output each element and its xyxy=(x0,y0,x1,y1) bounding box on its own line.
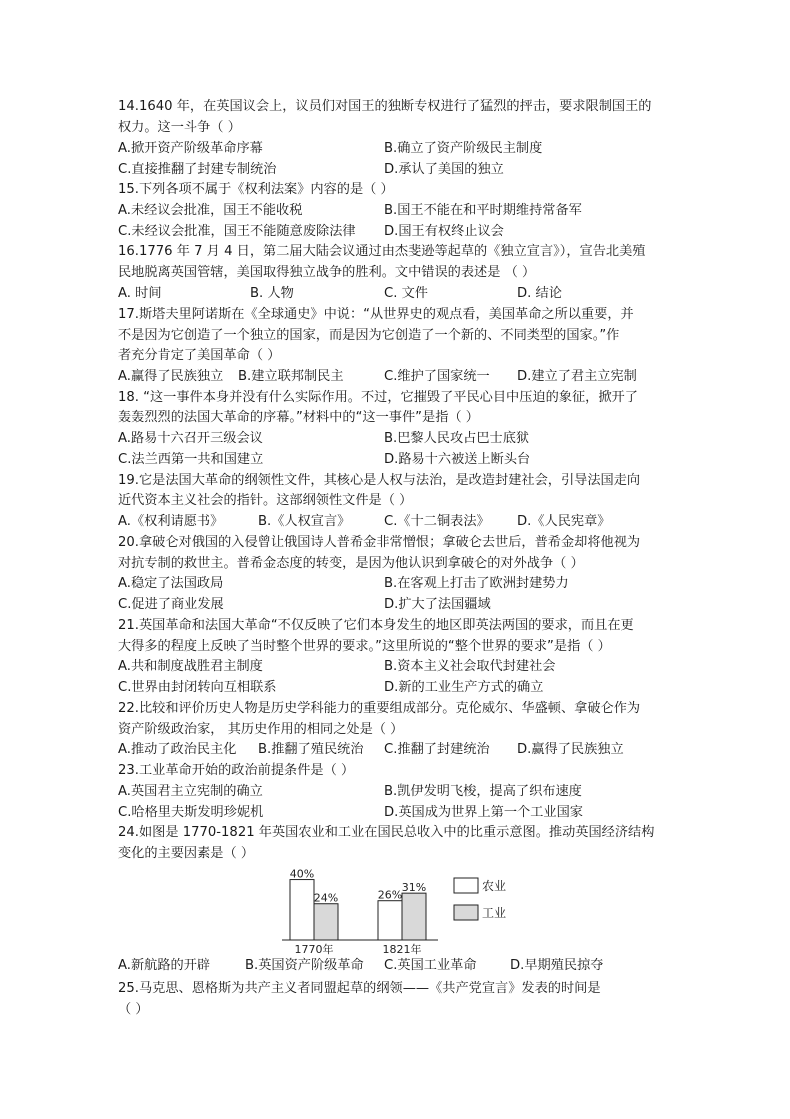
q17-stem-line1: 17.斯塔夫里阿诺斯在《全球通史》中说：“从世界史的观点看，美国革命之所以重要，并 xyxy=(118,307,634,322)
q22-option-b: B.推翻了殖民统治 xyxy=(258,742,364,757)
q23-option-d: D.英国成为世界上第一个工业国家 xyxy=(384,805,583,820)
q17-option-a: A.赢得了民族独立 xyxy=(118,369,224,384)
income-share-chart xyxy=(270,862,530,957)
q18-option-d: D.路易十六被送上断头台 xyxy=(384,452,531,467)
q16-stem-line2: 民地脱离英国管辖，美国取得独立战争的胜利。文中错误的表述是 （ ） xyxy=(118,265,536,280)
q24-option-d: D.早期殖民掠夺 xyxy=(510,958,604,973)
category-label: 1821年 xyxy=(382,943,422,956)
bar-value-label: 40% xyxy=(289,867,315,881)
legend-swatch-农业 xyxy=(454,878,478,893)
q16-stem-line1: 16.1776 年 7 月 4 日，第二届大陆会议通过由杰斐逊等起草的《独立宣言》），宣告北美殖 xyxy=(118,244,646,259)
q16-option-c: C. 文件 xyxy=(384,286,428,301)
bar-工业-1770年 xyxy=(314,904,338,940)
q21-option-a: A.共和制度战胜君主制度 xyxy=(118,659,263,674)
q25-stem-line1: 25.马克思、恩格斯为共产主义者同盟起草的纲领——《共产党宣言》发表的时间是 xyxy=(118,981,601,996)
q17-option-c: C.维护了国家统一 xyxy=(384,369,490,384)
q22-stem-line2: 资产阶级政治家， 其历史作用的相同之处是（ ） xyxy=(118,722,404,737)
bar-value-label: 24% xyxy=(313,891,339,905)
q19-stem-line2: 近代资本主义社会的指针。这部纲领性文件是（ ） xyxy=(118,493,413,508)
q24-stem-line2: 变化的主要因素是（ ） xyxy=(118,846,255,861)
q22-option-d: D.赢得了民族独立 xyxy=(517,742,624,757)
q21-stem-line1: 21.英国革命和法国大革命“不仅反映了它们本身发生的地区即英法两国的要求，而且在更 xyxy=(118,618,634,633)
q20-option-d: D.扩大了法国疆域 xyxy=(384,597,491,612)
q14-option-a: A.掀开资产阶级革命序幕 xyxy=(118,141,263,156)
q18-option-c: C.法兰西第一共和国建立 xyxy=(118,452,264,467)
q14-stem-line2: 权力。这一斗争（ ） xyxy=(118,120,241,135)
category-label: 1770年 xyxy=(294,943,334,956)
q15-option-d: D.国王有权终止议会 xyxy=(384,224,504,239)
q20-option-b: B.在客观上打击了欧洲封建势力 xyxy=(384,576,569,591)
q21-option-d: D.新的工业生产方式的确立 xyxy=(384,680,544,695)
q20-option-a: A.稳定了法国政局 xyxy=(118,576,224,591)
q23-option-b: B.凯伊发明飞梭，提高了织布速度 xyxy=(384,784,582,799)
q21-option-c: C.世界由封闭转向互相联系 xyxy=(118,680,277,695)
q23-option-a: A.英国君主立宪制的确立 xyxy=(118,784,263,799)
legend-swatch-工业 xyxy=(454,905,478,920)
bar-农业-1770年 xyxy=(290,880,314,940)
q17-stem-line3: 者充分肯定了美国革命（ ） xyxy=(118,348,281,363)
q21-stem-line2: 大得多的程度上反映了当时整个世界的要求。”这里所说的“整个世界的要求”是指（ ） xyxy=(118,639,611,654)
q16-option-b: B. 人物 xyxy=(250,286,294,301)
q15-stem: 15.下列各项不属于《权利法案》内容的是（ ） xyxy=(118,182,394,197)
q24-option-a: A.新航路的开辟 xyxy=(118,958,211,973)
q24-option-b: B.英国资产阶级革命 xyxy=(245,958,364,973)
q22-stem-line1: 22.比较和评价历史人物是历史学科能力的重要组成部分。克伦威尔、华盛顿、拿破仑作为 xyxy=(118,701,641,716)
q17-option-b: B.建立联邦制民主 xyxy=(238,369,344,384)
bar-工业-1821年 xyxy=(402,893,426,940)
income-share-chart-svg xyxy=(270,862,530,957)
bar-value-label: 26% xyxy=(377,888,403,902)
bar-value-label: 31% xyxy=(401,881,427,895)
q18-stem-line1: 18. “这一事件本身并没有什么实际作用。不过，它摧毁了平民心目中压迫的象征，掀开了 xyxy=(118,390,638,405)
q14-option-d: D.承认了美国的独立 xyxy=(384,162,504,177)
legend-label: 农业 xyxy=(482,879,507,893)
q14-option-b: B.确立了资产阶级民主制度 xyxy=(384,141,543,156)
q22-option-a: A.推动了政治民主化 xyxy=(118,742,237,757)
q19-option-c: C.《十二铜表法》 xyxy=(384,514,490,529)
q19-stem-line1: 19.它是法国大革命的纲领性文件，其核心是人权与法治，是改造封建社会，引导法国走向 xyxy=(118,473,641,488)
q20-stem-line1: 20.拿破仑对俄国的入侵曾让俄国诗人普希金非常憎恨；拿破仑去世后，普希金却将他视为 xyxy=(118,535,641,550)
bar-农业-1821年 xyxy=(378,901,402,940)
q15-option-b: B.国王不能在和平时期维持常备军 xyxy=(384,203,582,218)
q17-stem-line2: 不是因为它创造了一个独立的国家，而是因为它创造了一个新的、不同类型的国家。”作 xyxy=(118,328,620,343)
q23-option-c: C.哈格里夫斯发明珍妮机 xyxy=(118,805,264,820)
q18-option-b: B.巴黎人民攻占巴士底狱 xyxy=(384,431,530,446)
q20-stem-line2: 对抗专制的救世主。普希金态度的转变，是因为他认识到拿破仑的对外战争（ ） xyxy=(118,556,584,571)
q20-option-c: C.促进了商业发展 xyxy=(118,597,224,612)
q14-stem-line1: 14.1640 年，在英国议会上，议员们对国王的独断专权进行了猛烈的抨击，要求限制国王的 xyxy=(118,99,652,114)
q15-option-c: C.未经议会批准，国王不能随意废除法律 xyxy=(118,224,356,239)
q22-option-c: C.推翻了封建统治 xyxy=(384,742,490,757)
q15-option-a: A.未经议会批准，国王不能收税 xyxy=(118,203,303,218)
q16-option-d: D. 结论 xyxy=(517,286,562,301)
q25-stem-line2: （ ） xyxy=(118,1002,149,1017)
q24-option-c: C.英国工业革命 xyxy=(384,958,477,973)
q21-option-b: B.资本主义社会取代封建社会 xyxy=(384,659,556,674)
q18-stem-line2: 轰轰烈烈的法国大革命的序幕。”材料中的“这一事件”是指（ ） xyxy=(118,410,479,425)
q18-option-a: A.路易十六召开三级会议 xyxy=(118,431,263,446)
q14-option-c: C.直接推翻了封建专制统治 xyxy=(118,162,277,177)
q24-stem-line1: 24.如图是 1770-1821 年英国农业和工业在国民总收入中的比重示意图。推动英国经济结构 xyxy=(118,825,655,840)
q23-stem: 23.工业革命开始的政治前提条件是（ ） xyxy=(118,763,355,778)
q19-option-a: A.《权利请愿书》 xyxy=(118,514,224,529)
q16-option-a: A. 时间 xyxy=(118,286,162,301)
q19-option-d: D.《人民宪章》 xyxy=(517,514,611,529)
q17-option-d: D.建立了君主立宪制 xyxy=(517,369,637,384)
legend-label: 工业 xyxy=(482,906,507,920)
q19-option-b: B.《人权宣言》 xyxy=(258,514,351,529)
